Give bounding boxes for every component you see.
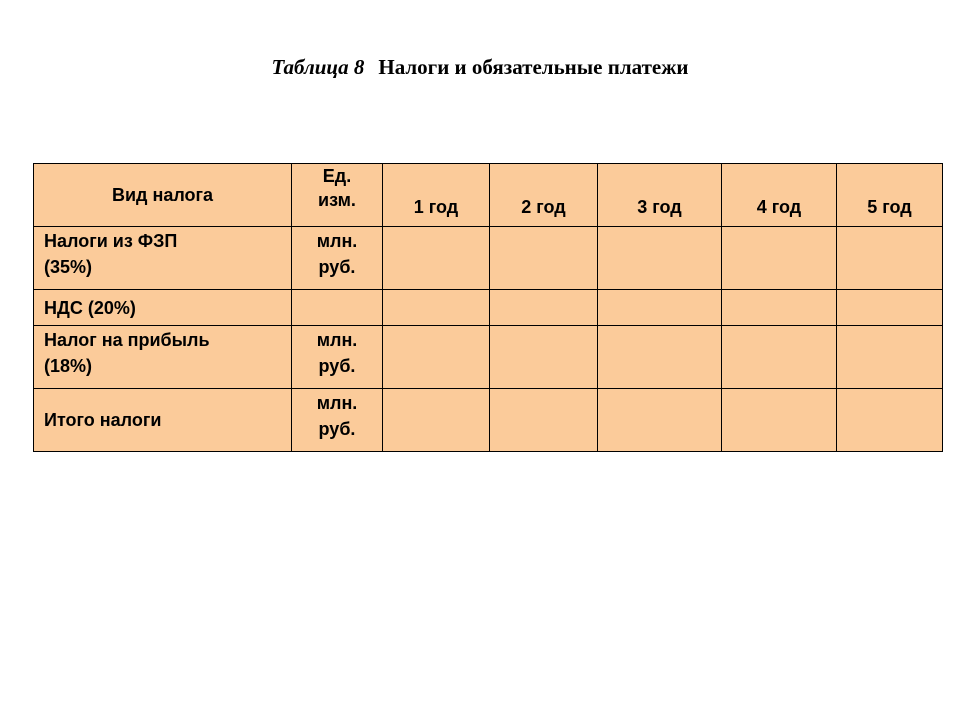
row-year-4-cell bbox=[722, 290, 837, 326]
row-tax-name: НДС (20%) bbox=[34, 290, 292, 326]
table-caption bbox=[0, 55, 960, 80]
row-year-1-cell bbox=[383, 389, 490, 452]
row-unit: млн. руб. bbox=[292, 227, 383, 290]
row-year-3-cell bbox=[598, 389, 722, 452]
header-year-1: 1 год bbox=[383, 164, 490, 227]
row-year-5-cell bbox=[837, 326, 943, 389]
caption-title: Налоги и обязательные платежи bbox=[378, 55, 689, 79]
row-unit: млн. руб. bbox=[292, 389, 383, 452]
table-header-row bbox=[34, 164, 943, 227]
header-tax-type: Вид налога bbox=[34, 164, 292, 227]
row-unit bbox=[292, 290, 383, 326]
table-row bbox=[34, 389, 943, 452]
header-year-5: 5 год bbox=[837, 164, 943, 227]
row-year-5-cell bbox=[837, 389, 943, 452]
row-year-4-cell bbox=[722, 227, 837, 290]
table-row bbox=[34, 227, 943, 290]
row-year-2-cell bbox=[490, 227, 598, 290]
header-year-4: 4 год bbox=[722, 164, 837, 227]
row-year-1-cell bbox=[383, 326, 490, 389]
header-year-2: 2 год bbox=[490, 164, 598, 227]
row-year-5-cell bbox=[837, 290, 943, 326]
row-year-1-cell bbox=[383, 227, 490, 290]
header-unit: Ед. изм. bbox=[292, 164, 383, 227]
row-year-2-cell bbox=[490, 389, 598, 452]
row-tax-name: Налог на прибыль (18%) bbox=[34, 326, 292, 389]
row-year-3-cell bbox=[598, 326, 722, 389]
row-year-3-cell bbox=[598, 227, 722, 290]
row-year-4-cell bbox=[722, 326, 837, 389]
table-row bbox=[34, 290, 943, 326]
tax-table bbox=[33, 163, 943, 452]
row-unit: млн. руб. bbox=[292, 326, 383, 389]
row-year-2-cell bbox=[490, 290, 598, 326]
row-year-1-cell bbox=[383, 290, 490, 326]
header-year-3: 3 год bbox=[598, 164, 722, 227]
row-tax-name: Налоги из ФЗП (35%) bbox=[34, 227, 292, 290]
table-row bbox=[34, 326, 943, 389]
row-year-4-cell bbox=[722, 389, 837, 452]
row-tax-name: Итого налоги bbox=[34, 389, 292, 452]
row-year-2-cell bbox=[490, 326, 598, 389]
row-year-3-cell bbox=[598, 290, 722, 326]
caption-number: Таблица 8 bbox=[271, 55, 365, 79]
row-year-5-cell bbox=[837, 227, 943, 290]
